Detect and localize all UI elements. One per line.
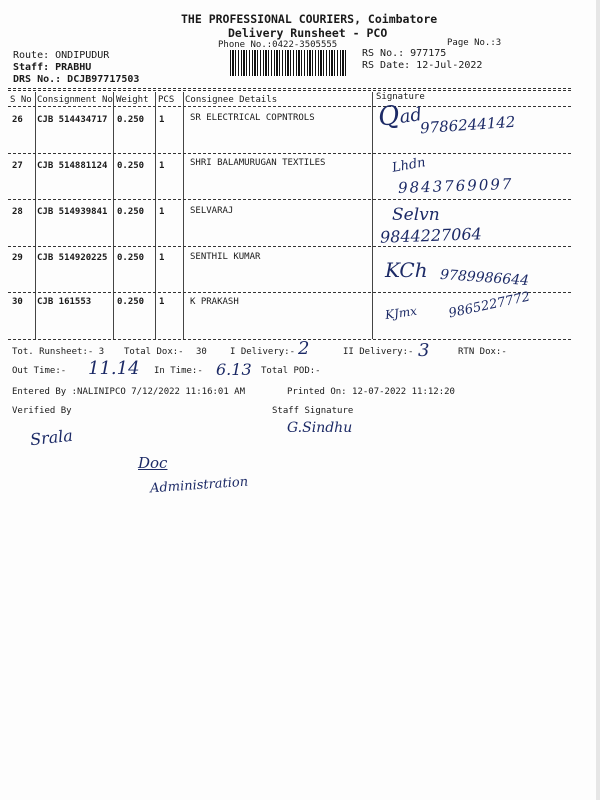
row-rule [8,153,571,154]
col-header-signature: Signature [376,92,425,102]
row-consignment: CJB 514881124 [37,161,108,171]
row-weight: 0.250 [117,207,145,217]
row-consignment: CJB 514434717 [37,115,108,125]
row-sno: 28 [12,207,23,217]
printed-on: Printed On: 12-07-2022 11:12:20 [287,387,455,397]
row-consignee: SELVARAJ [190,206,234,216]
row-signature-note: 9786244142 [419,112,516,138]
staff: Staff: PRABHU [13,62,92,73]
table-top-rule [8,88,571,89]
row-consignee: SENTHIL KUMAR [190,252,261,262]
row-rule [8,246,571,247]
signature-scribble-3: Selvn [392,205,440,225]
drs-number: DRS No.: DCJB97717503 [13,74,140,85]
row-signature-note: 9865227772 [447,289,532,322]
col-divider [113,92,114,339]
row-consignee: K PRAKASH [190,297,239,307]
row-sno: 27 [12,161,23,171]
row-weight: 0.250 [117,161,145,171]
stamp-signature-bottom: Administration [149,474,249,497]
signature-scribble-4: KCh [385,258,428,282]
stamp-signature-top: Doc [138,454,168,472]
row-pcs: 1 [159,115,165,125]
row-pcs: 1 [159,297,165,307]
col-header-weight: Weight [116,95,149,105]
in-time-value: 6.13 [216,360,252,379]
row-rule [8,199,571,200]
row-consignment: CJB 514939841 [37,207,108,217]
col-header-consignment: Consignment No [37,95,113,105]
row-weight: 0.250 [117,115,145,125]
signature-scribble-1: Qad [376,100,424,133]
verified-by-label: Verified By [12,406,72,416]
page-subtitle: Delivery Runsheet - PCO [228,26,388,40]
header-rule [8,106,571,107]
row-signature-note: 9789986644 [439,266,530,290]
row-pcs: 1 [159,253,165,263]
row-weight: 0.250 [117,297,145,307]
total-pod-label: Total POD:- [261,366,321,376]
tot-runsheet: Tot. Runsheet:- 3 [12,347,105,357]
entered-by: Entered By :NALINIPCO 7/12/2022 11:16:01 AM [12,387,245,397]
col-header-consignee: Consignee Details [185,95,278,105]
row-weight: 0.250 [117,253,145,263]
signature-scribble-2: Lhdn [390,155,427,176]
page-number: Page No.:3 [447,38,502,48]
ii-delivery-value: 3 [418,340,430,361]
row-signature-note: 9844227064 [379,224,483,247]
ii-delivery-label: II Delivery:- [343,347,414,357]
total-dox-label: Total Dox:- [124,347,184,357]
rs-date: RS Date: 12-Jul-2022 [362,60,483,71]
table-top-rule-2 [8,90,571,91]
signature-scribble-5: KJmx [384,303,418,323]
rtn-dox-label: RTN Dox:- [458,347,507,357]
row-consignee: SR ELECTRICAL COPNTROLS [190,113,315,123]
col-divider [372,92,373,339]
row-consignee: SHRI BALAMURUGAN TEXTILES [190,158,326,168]
verified-signature: Srala [29,425,74,450]
out-time-value: 11.14 [88,358,140,379]
row-rule [8,292,571,293]
total-dox-value: 30 [196,347,207,357]
i-delivery-label: I Delivery:- [230,347,296,357]
col-divider [155,92,156,339]
col-header-pcs: PCS [158,95,175,105]
row-pcs: 1 [159,161,165,171]
row-pcs: 1 [159,207,165,217]
out-time-label: Out Time:- [12,366,67,376]
scan-edge [596,0,600,800]
staff-signature-label: Staff Signature [272,406,354,416]
page-title: THE PROFESSIONAL COURIERS, Coimbatore [181,12,438,26]
row-consignment: CJB 514920225 [37,253,108,263]
col-divider [35,92,36,339]
route: Route: ONDIPUDUR [13,50,110,61]
phone-number: Phone No.:0422-3505555 [218,40,338,50]
col-header-sno: S No [10,95,32,105]
col-divider [183,92,184,339]
rs-number: RS No.: 977175 [362,48,447,59]
in-time-label: In Time:- [154,366,203,376]
staff-signature: G.Sindhu [287,420,353,436]
barcode [230,50,346,76]
table-bottom-rule [8,339,571,340]
row-sno: 29 [12,253,23,263]
row-sno: 30 [12,297,23,307]
row-signature-note: 9843769097 [397,174,514,198]
row-consignment: CJB 161553 [37,297,92,307]
i-delivery-value: 2 [298,338,310,359]
row-sno: 26 [12,115,23,125]
